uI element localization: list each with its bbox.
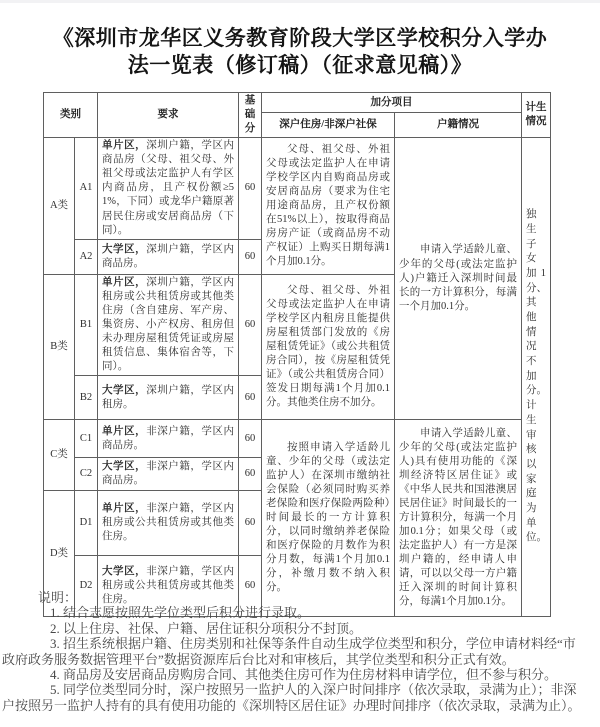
table-row-a1	[44, 138, 551, 239]
scan-edge-strip	[0, 0, 600, 3]
requirement-cell-b1	[98, 274, 239, 375]
requirement-cell-c1	[98, 420, 239, 458]
group-label-c: C类	[44, 420, 75, 491]
note-item-3: 3. 招生系统根据户籍、住房类别和社保等条件自动生成学位类型和积分，学位申请材料经“市政府政务服务数据管理平台”数据资源库后台比对和审核后，其学位类型和积分正式有效。	[2, 636, 576, 667]
family-planning-cell: 独生子女加1分、其他情况不加分。计生审核以家庭为单位。	[522, 138, 551, 617]
bonus-social-text-cd: 按照申请入学适龄儿童、少年的父母（或法定监护人）在深圳市缴纳社会保险（必须同时购买养老保险和医疗保险两险种）时间最长的一方计算积分，以同时缴纳养老保险和医疗保险的月数作为积分月数，每满1个月加0.1分，补缴月数不纳入积分。	[266, 441, 390, 594]
base-score-cell-a1: 60	[239, 138, 262, 239]
base-score-cell-a2: 60	[239, 239, 262, 274]
page-title-line2: 法一览表（修订稿）（征求意见稿）》	[127, 54, 473, 77]
base-score-cell-d2: 60	[239, 556, 262, 617]
bonus-hukou-text-cd: 申请入学适龄儿童、少年的父母(或法定监护人)具有使用功能的《深圳经济特区居住证》或《中华人民共和国港澳居民居住证》时间最长的一方计算积分，每满一个月加0.1分；如果父母（或法定监护人）有一方是深圳户籍的，经申请人申请，可以以父母一方户籍迁入深圳的时间计算积分，每满1个月加0.1分。	[399, 427, 517, 608]
header-family-planning: 计生情况	[522, 93, 551, 138]
note-item-5: 5. 同学位类型同分时，深户按照另一监护人的入深户时间排序（依次录取，录满为止）；非深户按照另一监护人持有的具有使用功能的《深圳特区居住证》办理时间排序（依次录取，录满为止）。	[2, 682, 581, 713]
requirement-lead-b2: 大学区，	[102, 384, 147, 396]
requirement-cell-c2	[98, 458, 239, 491]
code-cell-c2: C2	[75, 458, 98, 491]
header-category: 类别	[44, 93, 98, 138]
group-label-a: A类	[44, 138, 75, 274]
requirement-lead-d1: 单片区，	[102, 502, 147, 514]
requirement-lead-c2: 大学区，	[102, 461, 147, 472]
requirement-rest-b2: 深圳户籍，学区内租房。	[102, 384, 235, 410]
requirement-rest-b1: 深圳户籍，学区内租房或公共租赁房或其他类住房（含自建房、军产房、集资房、小产权房、租房但未办理房屋租赁凭证或房屋租赁信息、集体宿舍等，下同）。	[102, 276, 235, 372]
requirement-cell-a2	[98, 239, 239, 274]
base-score-cell-b2: 60	[239, 376, 262, 420]
bonus-hukou-cell-ab	[395, 138, 522, 420]
requirement-rest-a2: 深圳户籍，学区内商品房。	[102, 243, 235, 269]
admission-points-table	[43, 92, 551, 617]
requirement-rest-d2: 非深户籍，学区内租房或公共租赁房或其他类住房。	[102, 565, 235, 606]
base-score-cell-c1: 60	[239, 420, 262, 458]
code-cell-a1: A1	[75, 138, 98, 239]
requirement-lead-d2: 大学区，	[102, 565, 147, 577]
bonus-social-cell-cd	[262, 420, 395, 617]
bonus-hukou-cell-cd	[395, 420, 522, 617]
header-bonus-group: 加分项目	[262, 93, 522, 113]
requirement-lead-b1: 单片区，	[102, 276, 147, 288]
header-requirement: 要求	[98, 93, 239, 138]
page-title-line1: 《深圳市龙华区义务教育阶段大学区学校积分入学办	[52, 27, 548, 50]
bonus-housing-cell-b	[262, 274, 395, 419]
group-label-b: B类	[44, 274, 75, 419]
header-bonus-housing: 深户住房/非深户社保	[262, 113, 395, 138]
page-title	[0, 25, 600, 79]
base-score-cell-c2: 60	[239, 458, 262, 491]
note-item-4: 4. 商品房及安居商品房购房合同、其他类住房可作为住房材料申请学位，但不参与积分。	[50, 667, 558, 683]
code-cell-a2: A2	[75, 239, 98, 274]
header-bonus-hukou: 户籍情况	[395, 113, 522, 138]
base-score-cell-b1: 60	[239, 274, 262, 375]
note-item-2: 2. 以上住房、社保、户籍、居住证积分项积分不封顶。	[50, 620, 363, 636]
code-cell-d2: D2	[75, 556, 98, 617]
bonus-hukou-text-ab: 申请入学适龄儿童、少年的父母(或法定监护人)户籍迁入深圳时间最长的一方计算积分，每满一个月加0.1分。	[399, 244, 517, 312]
bonus-housing-cell-a	[262, 138, 395, 274]
code-cell-b1: B1	[75, 274, 98, 375]
requirement-rest-c1: 非深户籍，学区内商品房。	[102, 425, 235, 451]
code-cell-c1: C1	[75, 420, 98, 458]
code-cell-d1: D1	[75, 491, 98, 556]
code-cell-b2: B2	[75, 376, 98, 420]
requirement-cell-a1	[98, 138, 239, 239]
requirement-lead-a1: 单片区，	[102, 140, 147, 152]
table-row-c1	[44, 420, 551, 458]
requirement-lead-a2: 大学区，	[102, 243, 147, 255]
requirement-cell-d1	[98, 491, 239, 556]
group-label-d: D类	[44, 491, 75, 617]
header-row-1	[44, 93, 551, 113]
requirement-lead-c1: 单片区，	[102, 425, 147, 437]
bonus-housing-text-a: 父母、祖父母、外祖父母或法定监护人在申请学校学区内自购商品房或安居商品房（要求为住宅用途商品房，且产权份额在51%以上），按取得商品房房产证（或商品房不动产权证）上购买日期每满1个月加0.1分。	[266, 143, 390, 268]
requirement-rest-d1: 非深户籍，学区内租房或公共租赁房或其他类住房。	[102, 502, 235, 543]
bonus-housing-text-b: 父母、祖父母、外祖父母或法定监护人在申请学校学区内租房且能提供房屋租赁部门发放的《房屋租赁凭证》（或公共租赁房合同），按《房屋租赁凭证》（或公共租赁房合同）签发日期每满1个月加0.1分。其他类住房不加分。	[266, 284, 390, 409]
notes-label: 说明：	[38, 590, 78, 605]
header-base-score: 基础分	[239, 93, 262, 138]
requirement-rest-a1: 深圳户籍，学区内商品房（父母、祖父母、外祖父母或法定监护人有学区内商品房，且产权份额≥51%，下同）或龙华户籍原著居民住房或安居商品房（下同）。	[102, 140, 235, 236]
notes-section	[2, 590, 588, 713]
requirement-rest-c2: 非深户籍，学区内商品房。	[102, 461, 235, 487]
requirement-cell-b2	[98, 376, 239, 420]
base-score-cell-d1: 60	[239, 491, 262, 556]
note-item-1: 1. 结合志愿按照先学位类型后积分进行录取。	[50, 605, 311, 621]
